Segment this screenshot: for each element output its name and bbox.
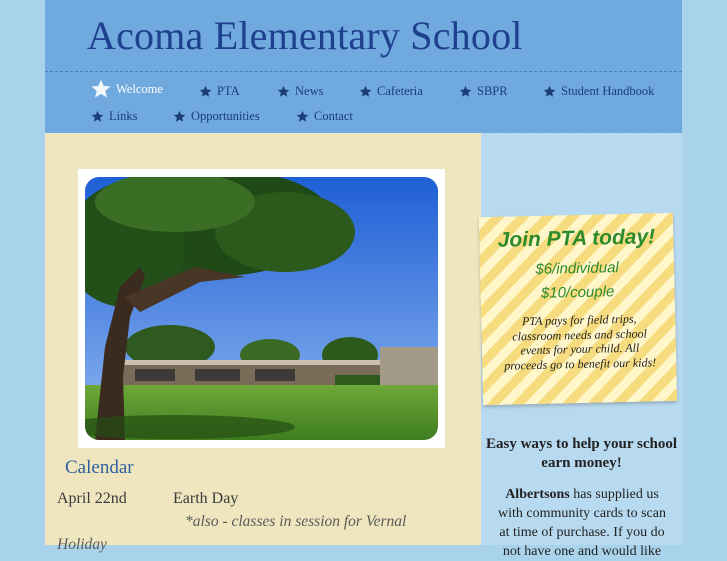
nav-item-sbpr[interactable] [459, 84, 508, 99]
header-divider [45, 71, 682, 72]
star-icon [459, 85, 472, 98]
nav-item-links[interactable] [91, 109, 137, 124]
star-icon [91, 110, 104, 123]
star-icon [543, 85, 556, 98]
star-icon [296, 110, 309, 123]
main-content [45, 133, 481, 553]
nav-item-pta[interactable] [199, 84, 240, 99]
pta-description: PTA pays for field trips, classroom needs and school events for your child. All proceeds go to benefit our kids! [504, 311, 657, 373]
nav-item-cafeteria[interactable] [359, 84, 423, 99]
nav-label: Cafeteria [377, 84, 423, 98]
school-photo-frame [78, 169, 445, 448]
sidebar [481, 133, 682, 559]
calendar-title: Calendar [65, 457, 134, 478]
star-outline-icon [91, 79, 111, 99]
join-pta-card[interactable] [479, 213, 677, 405]
nav-item-welcome[interactable] [91, 79, 163, 99]
nav-label: Contact [314, 109, 353, 123]
pta-price-individual: $6/individual [535, 259, 619, 278]
help-description: has supplied us with community cards to scan at time of purchase. If you do not have one and would like [498, 487, 666, 559]
calendar-event: Earth Day [173, 490, 239, 507]
nav-item-opportunities[interactable] [173, 109, 260, 124]
nav-item-student-handbook[interactable] [543, 84, 654, 99]
page [45, 0, 682, 559]
nav-label: PTA [217, 84, 240, 98]
pta-heading: Join PTA today! [497, 225, 656, 252]
store-name: Albertsons [505, 487, 570, 502]
nav-label: Student Handbook [561, 84, 655, 98]
help-heading: Easy ways to help your school earn money! [485, 436, 677, 471]
star-icon [359, 85, 372, 98]
site-header [45, 0, 682, 133]
calendar-note-continued: Holiday [57, 536, 107, 553]
star-icon [277, 85, 290, 98]
nav-label: SBPR [477, 84, 508, 98]
nav-label: News [295, 84, 324, 98]
help-text [493, 485, 671, 561]
nav-label: Links [109, 109, 138, 123]
nav-item-contact[interactable] [296, 109, 353, 124]
calendar-note: *also - classes in session for Vernal [185, 513, 407, 530]
nav-label: Welcome [116, 81, 163, 96]
site-title[interactable]: Acoma Elementary School [87, 13, 523, 58]
school-photo [85, 177, 438, 440]
nav-item-news[interactable] [277, 84, 323, 99]
nav-label: Opportunities [191, 109, 260, 123]
star-icon [199, 85, 212, 98]
pta-price-couple: $10/couple [540, 283, 615, 302]
calendar-date: April 22nd [57, 490, 127, 507]
star-icon [173, 110, 186, 123]
